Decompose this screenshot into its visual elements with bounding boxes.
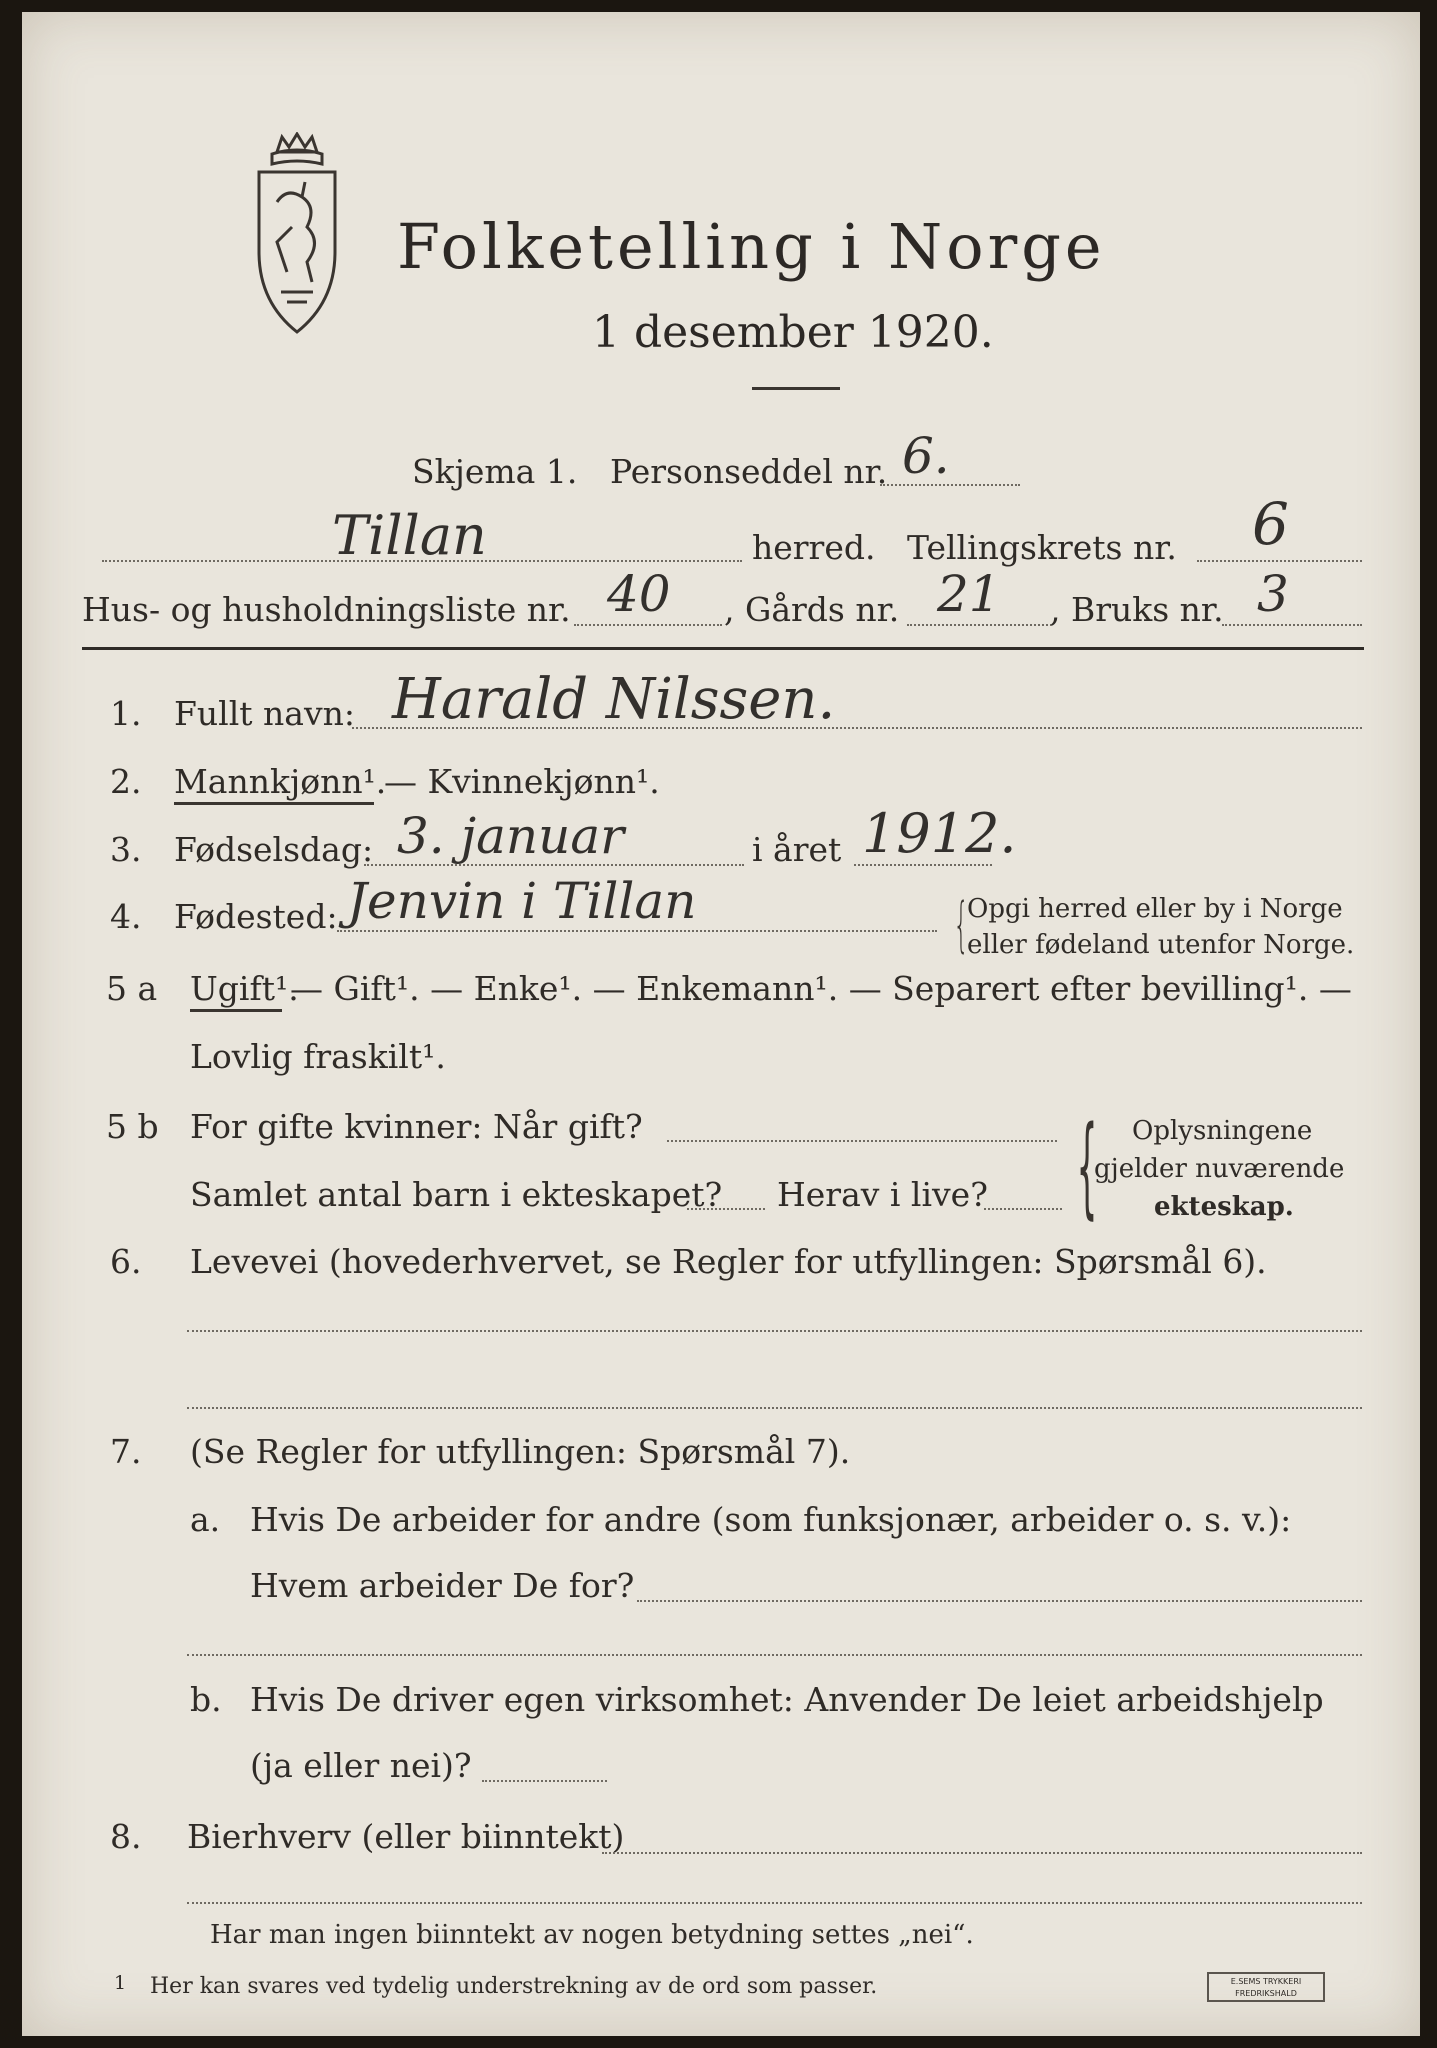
- occupation-field-line-1[interactable]: [187, 1330, 1362, 1332]
- marriage-note-line-2: gjelder nuværende: [1094, 1154, 1345, 1184]
- q5b-label: For gifte kvinner: Når gift?: [190, 1107, 643, 1146]
- page-title: Folketelling i Norge: [397, 210, 1106, 283]
- q8-label: Bierhverv (eller biinntekt): [187, 1817, 625, 1856]
- printer-stamp-line-1: E.SEMS TRYKKERI: [1230, 1977, 1302, 1986]
- herred-value: Tillan: [332, 504, 487, 567]
- gards-field[interactable]: [907, 624, 1052, 626]
- children-alive-field[interactable]: [984, 1208, 1062, 1210]
- birthdate-value: 3. januar: [397, 807, 625, 865]
- marital-unmarried-option[interactable]: Ugift¹.: [190, 969, 299, 1008]
- marriage-note-line-1: Oplysningene: [1132, 1116, 1313, 1146]
- footnote-text: Her kan svares ved tydelig understrekning av de ord som passer.: [150, 1974, 878, 1999]
- footnote-mark: 1: [114, 1972, 127, 1994]
- marital-other-options[interactable]: — Gift¹. — Enke¹. — Enkemann¹. — Separert efter bevilling¹. —: [290, 969, 1352, 1008]
- q4-label: Fødested:: [174, 897, 338, 936]
- children-count-label: Samlet antal barn i ekteskapet?: [190, 1175, 723, 1214]
- bruks-label: , Bruks nr.: [1050, 590, 1224, 629]
- unmarried-underline: [190, 1009, 282, 1012]
- hus-value: 40: [607, 565, 671, 623]
- q1-label: Fullt navn:: [174, 694, 355, 733]
- marriage-note-brace: {: [1076, 1102, 1098, 1230]
- q5a-number: 5 a: [106, 969, 158, 1008]
- title-divider: [752, 387, 840, 390]
- birth-year-label: i året: [752, 830, 842, 869]
- census-date: 1 desember 1920.: [592, 307, 994, 358]
- children-count-field[interactable]: [687, 1208, 765, 1210]
- full-name-value: Harald Nilssen.: [392, 667, 836, 732]
- q7a-letter: a.: [190, 1500, 221, 1539]
- birth-year-value: 1912.: [862, 802, 1017, 865]
- herred-label: herred.: [752, 528, 876, 567]
- employer-field-line-2[interactable]: [187, 1654, 1362, 1656]
- tellingskrets-value: 6: [1252, 490, 1289, 558]
- q3-number: 3.: [110, 830, 142, 869]
- birthplace-note-line-2: eller fødeland utenfor Norge.: [967, 930, 1355, 960]
- marriage-date-field[interactable]: [667, 1140, 1057, 1142]
- q7b-sub-label: (ja eller nei)?: [250, 1746, 472, 1785]
- census-form-sheet: [22, 12, 1420, 2036]
- hus-label: Hus- og husholdningsliste nr.: [82, 590, 571, 629]
- hus-field[interactable]: [574, 624, 722, 626]
- bruks-value: 3: [1257, 565, 1289, 623]
- q6-number: 6.: [110, 1242, 142, 1281]
- printer-stamp-line-2: FREDRIKSHALD: [1235, 1989, 1297, 1998]
- q8-number: 8.: [110, 1817, 142, 1856]
- q5b-number: 5 b: [106, 1107, 159, 1146]
- bruks-field[interactable]: [1222, 624, 1362, 626]
- side-income-note: Har man ingen biinntekt av nogen betydning settes „nei“.: [210, 1920, 974, 1950]
- children-alive-label: Herav i live?: [777, 1175, 988, 1214]
- male-underline: [174, 802, 374, 805]
- q7-label: (Se Regler for utfyllingen: Spørsmål 7).: [190, 1432, 851, 1471]
- marital-divorced-option[interactable]: Lovlig fraskilt¹.: [190, 1037, 446, 1076]
- personseddel-label: Personseddel nr.: [610, 452, 888, 491]
- personseddel-field[interactable]: [880, 484, 1020, 486]
- header-separator: [82, 647, 1364, 650]
- hired-help-field[interactable]: [482, 1780, 607, 1782]
- employer-field[interactable]: [637, 1600, 1362, 1602]
- q7a-sub-label: Hvem arbeider De for?: [250, 1566, 635, 1605]
- tellingskrets-field[interactable]: [1197, 560, 1362, 562]
- q4-number: 4.: [110, 897, 142, 936]
- q6-label: Levevei (hovederhvervet, se Regler for utfyllingen: Spørsmål 6).: [190, 1242, 1267, 1281]
- gender-male-option[interactable]: Mannkjønn¹.: [174, 762, 387, 801]
- side-income-field-line-2[interactable]: [187, 1902, 1362, 1904]
- q7-number: 7.: [110, 1432, 142, 1471]
- occupation-field-line-2[interactable]: [187, 1407, 1362, 1409]
- printer-stamp: [1207, 1972, 1325, 2002]
- q7b-letter: b.: [190, 1680, 222, 1719]
- birthplace-note-line-1: Opgi herred eller by i Norge: [967, 894, 1343, 924]
- side-income-field[interactable]: [602, 1852, 1362, 1854]
- gards-value: 21: [937, 565, 1001, 623]
- personseddel-value: 6.: [902, 427, 950, 485]
- gender-female-option[interactable]: — Kvinnekjønn¹.: [384, 762, 660, 801]
- q2-number: 2.: [110, 762, 142, 801]
- q7a-label: Hvis De arbeider for andre (som funksjonær, arbeider o. s. v.):: [250, 1500, 1292, 1539]
- tellingskrets-label: Tellingskrets nr.: [907, 528, 1177, 567]
- schema-label: Skjema 1.: [412, 452, 578, 491]
- gards-label: , Gårds nr.: [724, 590, 900, 629]
- lion-shield-icon: [247, 132, 347, 342]
- q1-number: 1.: [110, 694, 142, 733]
- birthplace-value: Jenvin i Tillan: [347, 872, 697, 930]
- coat-of-arms: [247, 132, 347, 342]
- marriage-note-line-3: ekteskap.: [1154, 1192, 1294, 1222]
- birthplace-field[interactable]: [337, 930, 937, 932]
- q3-label: Fødselsdag:: [174, 830, 374, 869]
- birthplace-brace: {: [953, 890, 969, 960]
- q7b-label: Hvis De driver egen virksomhet: Anvender De leiet arbeidshjelp: [250, 1680, 1324, 1719]
